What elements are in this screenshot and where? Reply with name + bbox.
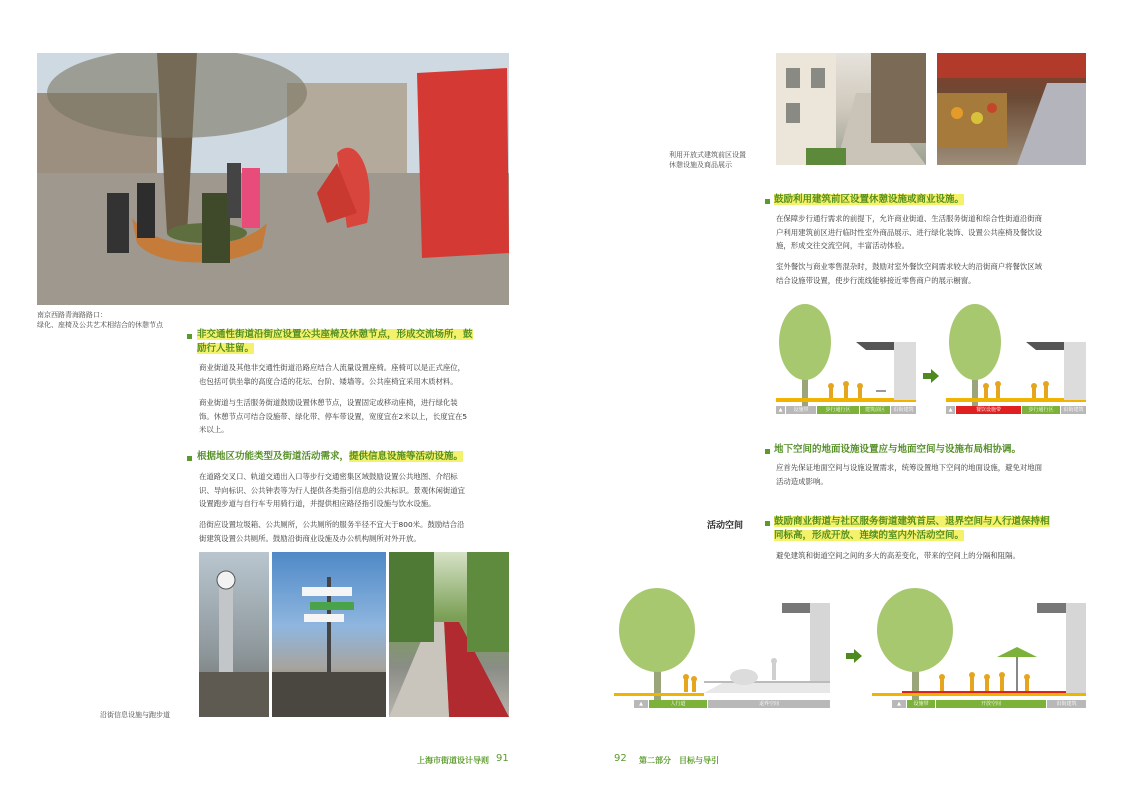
bar-segment-frontage: 建筑前区: [860, 406, 890, 414]
arrow-up-icon: ▲: [892, 700, 906, 708]
bar-segment-building: 沿街建筑: [891, 406, 916, 414]
building-frontage-photo: [776, 53, 926, 165]
info-facilities-caption: 沿街信息设施与跑步道: [100, 711, 170, 719]
paragraph-seating: 商业街道及其他非交通性街道沿路应结合人流量设置座椅。座椅可以是正式座位， 也包括可供坐靠的高度合适的花坛、台阶、矮墙等。公共座椅宜采用木质材料。: [199, 363, 466, 386]
section-heading-frontage: 鼓励利用建筑前区设置休憩设施或商业设施。: [774, 194, 965, 205]
footer-page-number-right: 92: [614, 753, 627, 764]
frontage-photo-caption: 利用开放式建筑前区设置 休憩设施及商品展示: [669, 151, 746, 169]
paragraph-signage: 在道路交叉口、轨道交通出入口等步行交通密集区域鼓励设置公共地图、介绍标 识、导向标识、公共钟表等为行人提供各类指引信息的公共标识。景观休闲街道宜 设置跑步道与自行车专用骑行道，并提供相应路径指引设施与饮水设施。: [199, 472, 466, 508]
bullet-marker: [765, 449, 770, 454]
running-track-photo: [389, 552, 509, 717]
wayfinding-sign-photo: [272, 552, 386, 717]
bar-segment-facility: 设施带: [786, 406, 816, 414]
market-stall-graphic: [937, 53, 1086, 165]
level-section-graphic: [614, 585, 830, 713]
plaza-photo-caption: 南京西路青海路路口： 绿化、座椅及公共艺术相结合的休憩节点: [37, 311, 163, 329]
frontage-section-graphic-after: [946, 302, 1086, 417]
footer-page-number: 91: [496, 753, 509, 764]
frontage-diagram-after: [946, 302, 1086, 417]
bar-segment-building: 沿街建筑: [1047, 700, 1086, 708]
arrow-up-icon: ▲: [634, 700, 648, 708]
building-frontage-graphic: [776, 53, 926, 165]
bullet-marker: [765, 199, 770, 204]
right-arrow-icon: [846, 648, 862, 662]
market-stall-photo: [937, 53, 1086, 165]
section-heading-level-continuity: 鼓励商业街道与社区服务街道建筑首层、退界空间与人行道保持相 同标高，形成开放、连续的室内外活动空间。: [774, 516, 1050, 541]
bar-segment-sidewalk: 人行道: [649, 700, 707, 708]
bar-segment-open-space: 开放空间: [936, 700, 1046, 708]
bullet-marker: [187, 334, 192, 339]
bar-segment-building: 沿街建筑: [1061, 406, 1086, 414]
section-heading-info-facilities: 根据地区功能类型及街道活动需求，提供信息设施等活动设施。: [197, 451, 464, 462]
level-diagram-before: [614, 585, 830, 713]
paragraph-rest-nodes: 商业街道与生活服务街道鼓励设置休憩节点，设置固定或移动座椅，进行绿化装 饰。休憩节点可结合设施带、绿化带、停车带设置，宽度宜在2米以上，长度宜在5 米以上。: [199, 398, 468, 434]
footer-section-title: 第二部分 目标与导引: [639, 756, 719, 765]
arrow-up-icon: ▲: [946, 406, 955, 414]
paragraph-level-change: 避免建筑和街道空间之间的多大的高差变化，带来的空间上的分隔和阻隔。: [776, 551, 1020, 560]
wayfinding-sign-graphic: [272, 552, 386, 717]
paragraph-outdoor-dining: 室外餐饮与商业零售混杂时，鼓励对室外餐饮空间需求较大的沿街商户将餐饮区域 结合设施带设置，使步行流线能够接近零售商户的展示橱窗。: [776, 262, 1043, 285]
paragraph-toilets: 沿街应设置垃圾箱、公共厕所，公共厕所的服务半径不宜大于800米。鼓励结合沿 街建筑设置公共厕所。鼓励沿街商业设施及办公机构厕所对外开放。: [199, 520, 465, 543]
bar-segment-setback: 退界空间: [708, 700, 830, 708]
level-section-graphic-after: [872, 585, 1086, 713]
level-diagram-after: [872, 585, 1086, 713]
section-heading-seating: 非交通性街道沿街应设置公共座椅及休憩节点，形成交流场所，鼓 励行人驻留。: [197, 329, 473, 354]
running-track-graphic: [389, 552, 509, 717]
frontage-diagram-before: [776, 302, 916, 417]
bar-segment-facility: 设施带: [907, 700, 935, 708]
bar-segment-dining: 餐饮设施带: [956, 406, 1021, 414]
bullet-marker: [187, 456, 192, 461]
bar-segment-walkway: 步行通行区: [817, 406, 859, 414]
bar-segment-walkway: 步行通行区: [1022, 406, 1060, 414]
frontage-section-graphic: [776, 302, 916, 417]
right-arrow-icon: [923, 368, 939, 382]
plaza-bench-photo: [37, 53, 509, 305]
bullet-marker: [765, 521, 770, 526]
footer-book-title: 上海市街道设计导则: [417, 756, 489, 765]
activity-space-label: 活动空间: [707, 521, 744, 531]
plaza-scene-graphic: [37, 53, 509, 305]
paragraph-frontage-use: 在保障步行通行需求的前提下，允许商业街道、生活服务街道和综合性街道沿街商 户利用建筑前区进行临时性室外商品展示、进行绿化装饰、设置公共座椅及餐饮设 施，形成交往交流空间，丰富活动体验。: [776, 214, 1043, 250]
arrow-up-icon: ▲: [776, 406, 785, 414]
clock-pole-graphic: [199, 552, 269, 717]
section-heading-underground: 地下空间的地面设施设置应与地面空间与设施布局相协调。: [774, 444, 1022, 455]
clock-pole-photo: [199, 552, 269, 717]
paragraph-underground: 应首先保证地面空间与设施设置需求，统筹设置地下空间的地面设施，避免对地面 活动造成影响。: [776, 463, 1043, 486]
